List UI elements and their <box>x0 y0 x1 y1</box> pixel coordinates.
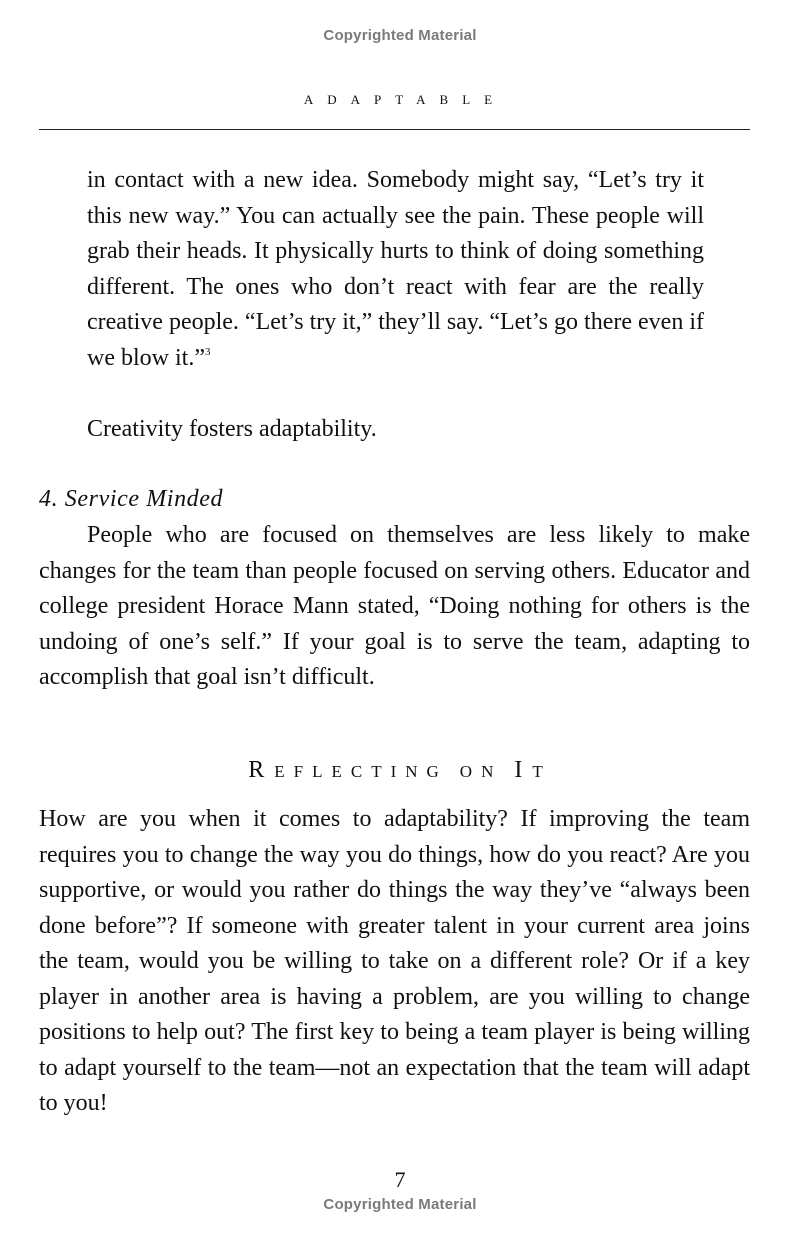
creativity-line: Creativity fosters adaptability. <box>87 416 377 442</box>
reflecting-it-rest: T <box>532 762 552 781</box>
header-rule <box>39 129 750 130</box>
block-quote <box>87 163 704 376</box>
section-heading: 4. Service Minded <box>39 486 224 512</box>
reflecting-paragraph: How are you when it comes to adaptability? If improving the team requires you to change the way you do things, how do you react? Are you supportive, or would you rather do things the way they’ve “always been done before”? If someone with greater talent in your current area joins the team, would you be willing to take on a different role? Or if a key player in another area is having a problem, are you willing to change positions to help out? The first key to being a team player is being willing to adapt yourself to the team—not an expectation that the team will adapt to you! <box>39 806 750 1116</box>
reflecting-initial: R <box>248 757 275 783</box>
service-minded-paragraph: People who are focused on themselves are less likely to make changes for the team than people focused on serving others. Educator and college president Horace Mann stated, “Doing nothing for others is the undoing of one’s self.” If your goal is to serve the team, adapting to accomplish that goal isn’t difficult. <box>39 522 750 690</box>
copyright-watermark-top: Copyrighted Material <box>323 27 477 44</box>
page-number: 7 <box>394 1167 406 1192</box>
reflecting-heading <box>0 755 800 787</box>
footnote-marker: 3 <box>204 345 211 358</box>
reflecting-it-initial: I <box>514 757 533 783</box>
running-head: ADAPTABLE <box>303 92 507 107</box>
copyright-watermark-bottom: Copyrighted Material <box>323 1196 477 1213</box>
reflecting-on: ON <box>459 762 503 781</box>
reflecting-rest: EFLECTING <box>274 762 448 781</box>
quote-text: in contact with a new idea. Somebody might say, “Let’s try it this new way.” You can actually see the pain. These people will grab their heads. It physically hurts to think of doing something different. The ones who don’t react with fear are the really creative people. “Let’s try it,” they’ll say. “Let’s go there even if we blow it.” <box>87 167 704 371</box>
